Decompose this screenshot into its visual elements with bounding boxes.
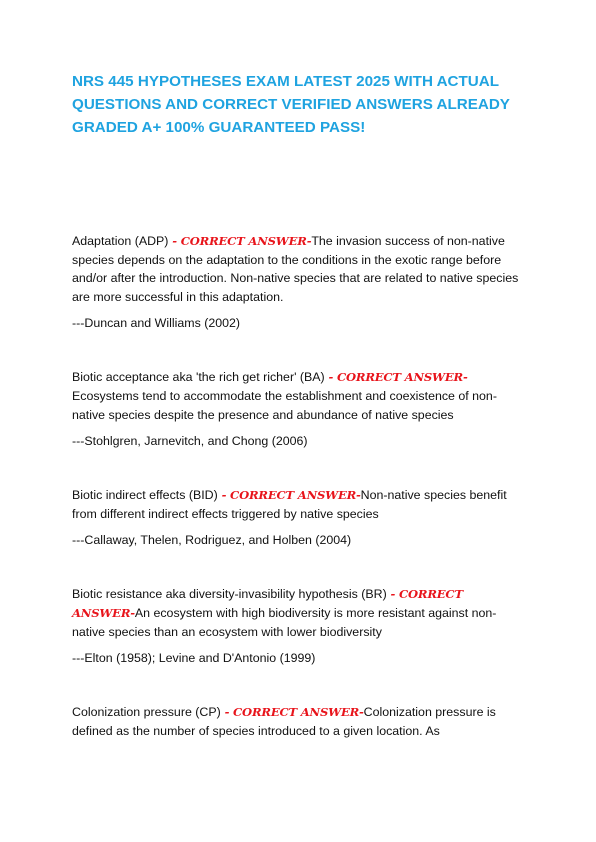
- entry-body: [72, 585, 524, 641]
- entry-body: [72, 703, 524, 740]
- entry-biotic-indirect-effects: [72, 486, 524, 549]
- entry-term: Adaptation (ADP): [72, 234, 169, 248]
- entry-colonization-pressure: [72, 703, 524, 740]
- entry-definition: Non-native species benefit from different indirect effects triggered by native species: [72, 488, 507, 521]
- entry-citation: ---Duncan and Williams (2002): [72, 316, 241, 331]
- entry-term: Colonization pressure (CP): [72, 705, 221, 720]
- entry-citation: ---Stohlgren, Jarnevitch, and Chong (2006): [72, 434, 308, 449]
- entry-adaptation: [72, 232, 524, 332]
- entry-term: Biotic indirect effects (BID): [72, 488, 218, 503]
- correct-answer-marker: - CORRECT ANSWER-: [324, 370, 468, 385]
- correct-answer-marker: - CORRECT ANSWER-: [168, 234, 312, 248]
- entry-definition: Ecosystems tend to accommodate the establishment and coexistence of non-native species despite the presence and abundance of native species: [72, 388, 497, 422]
- entry-body: [72, 368, 524, 424]
- entry-term: Biotic resistance aka diversity-invasibility hypothesis (BR): [72, 587, 387, 602]
- entry-definition: An ecosystem with high biodiversity is more resistant against non-native species than an ecosystem with lower biodiversity: [72, 605, 497, 639]
- entry-term: Biotic acceptance aka 'the rich get richer' (BA): [72, 370, 325, 385]
- entry-biotic-acceptance: [72, 368, 524, 450]
- correct-answer-marker: - CORRECT ANSWER-: [217, 488, 361, 503]
- document-title: NRS 445 HYPOTHESES EXAM LATEST 2025 WITH ACTUAL QUESTIONS AND CORRECT VERIFIED ANSWERS ALREADY GRADED A+ 100% GUARANTEED PASS!: [72, 73, 510, 136]
- entry-list: [72, 232, 524, 740]
- entry-biotic-resistance: [72, 585, 524, 667]
- entry-citation: ---Callaway, Thelen, Rodriguez, and Holben (2004): [72, 533, 352, 548]
- entry-definition: The invasion success of non-native species depends on the adaptation to the conditions in the exotic range before and/or after the introduction. Non-native species that are related to native species are more successful in this adaptation.: [72, 234, 519, 304]
- entry-citation: ---Elton (1958); Levine and D'Antonio (1999): [72, 651, 316, 666]
- correct-answer-marker: - CORRECT ANSWER-: [72, 587, 463, 620]
- entry-body: [72, 232, 524, 306]
- entry-definition: Colonization pressure is defined as the number of species introduced to a given location. As: [72, 705, 496, 738]
- correct-answer-marker: - CORRECT ANSWER-: [220, 705, 364, 720]
- entry-body: [72, 486, 524, 523]
